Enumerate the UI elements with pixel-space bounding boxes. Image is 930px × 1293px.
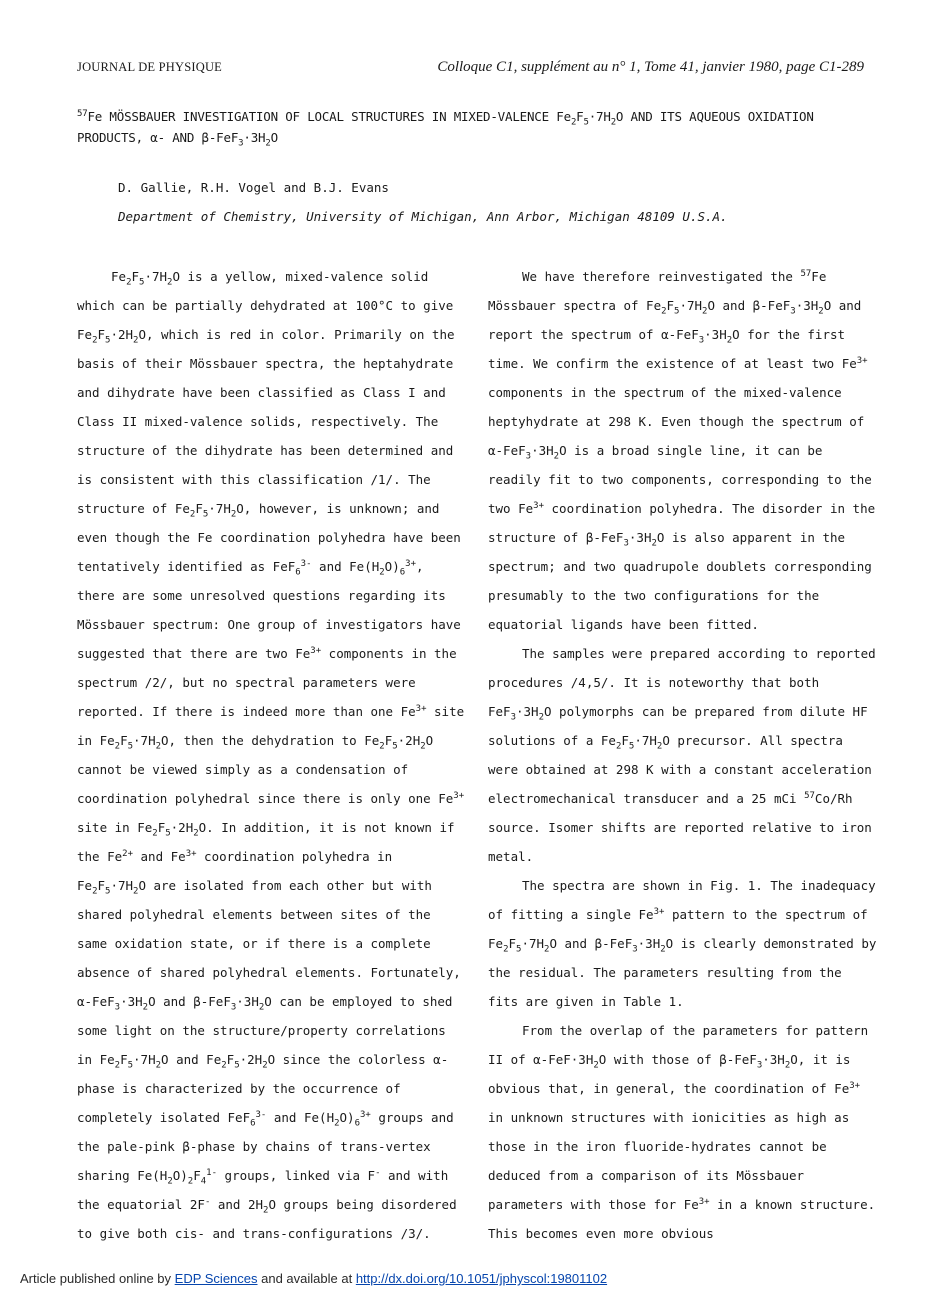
superscript: 3+ bbox=[185, 848, 197, 859]
text-run: components in the spectrum of the mixed-valence heptyhydrate at 298 K. Even though the spectrum of α-FeF bbox=[488, 385, 865, 458]
superscript: 3+ bbox=[849, 1080, 861, 1091]
text-run: O) bbox=[172, 1168, 188, 1183]
superscript: 57 bbox=[804, 790, 815, 801]
subscript: 2 bbox=[656, 741, 663, 752]
subscript: 2 bbox=[263, 1205, 269, 1216]
subscript: 3 bbox=[632, 944, 638, 955]
doi-link[interactable]: http://dx.doi.org/10.1051/jphyscol:19801102 bbox=[355, 1271, 608, 1286]
footer-middle: and available at bbox=[257, 1271, 356, 1286]
text-run: F bbox=[195, 501, 203, 516]
text-run: O for the first time. We confirm the existence of at least two Fe bbox=[488, 327, 857, 371]
subscript: 2 bbox=[187, 1176, 194, 1187]
text-run: ·7H bbox=[133, 733, 156, 748]
text-run: O cannot be viewed simply as a condensation of coordination polyhedral since there is only one Fe bbox=[77, 733, 454, 806]
superscript: - bbox=[204, 1196, 211, 1207]
text-run: ·2H bbox=[110, 327, 134, 342]
text-run: O are isolated from each other but with shared polyhedral elements between sites of the same oxidation state, or if there is a complete absence of shared polyhedral elements. Fortunately, α-FeF bbox=[77, 878, 461, 1009]
subscript: 3 bbox=[114, 1002, 121, 1013]
text-run: ·3H bbox=[762, 1052, 785, 1067]
subscript: 5 bbox=[105, 886, 111, 897]
subscript: 5 bbox=[165, 828, 171, 839]
text-run: site in Fe bbox=[77, 704, 465, 748]
superscript: - bbox=[375, 1167, 381, 1178]
subscript: 6 bbox=[399, 567, 406, 578]
text-run: ·7H bbox=[133, 1052, 156, 1067]
subscript: 2 bbox=[221, 1060, 227, 1071]
text-run: ·7H bbox=[110, 878, 134, 893]
subscript: 2 bbox=[92, 335, 98, 346]
text-run: O and β-FeF bbox=[707, 298, 791, 313]
text-run: O) bbox=[384, 559, 400, 574]
text-run: O is clearly demonstrated by the residual. The parameters resulting from the fits are given in Table 1. bbox=[488, 936, 877, 1009]
body-paragraph bbox=[488, 262, 878, 639]
text-run: ·7H bbox=[588, 109, 611, 124]
text-run: ·3H bbox=[795, 298, 819, 313]
subscript: 4 bbox=[200, 1176, 207, 1187]
subscript: 3 bbox=[230, 1002, 237, 1013]
subscript: 2 bbox=[651, 538, 657, 549]
subscript: 2 bbox=[133, 886, 139, 897]
text-run: ·3H bbox=[531, 443, 554, 458]
text-run: O polymorphs can be prepared from dilute HF solutions of a Fe bbox=[488, 704, 868, 748]
text-run: ·3H bbox=[236, 994, 259, 1009]
text-run: O can be employed to shed some light on the structure/property correlations in Fe bbox=[77, 994, 453, 1067]
subscript: 2 bbox=[615, 741, 622, 752]
subscript: 5 bbox=[127, 1060, 134, 1071]
text-run: From the overlap of the parameters for pattern II of α-FeF·3H bbox=[488, 1023, 869, 1067]
subscript: 2 bbox=[265, 138, 271, 149]
text-run: F bbox=[157, 820, 166, 835]
subscript: 2 bbox=[126, 277, 132, 288]
text-run: F bbox=[131, 269, 140, 284]
text-run: Co/Rh source. Isomer shifts are reported relative to iron metal. bbox=[488, 791, 872, 864]
body-paragraph bbox=[488, 871, 878, 1016]
subscript: 2 bbox=[167, 1176, 173, 1187]
text-run: ·3H bbox=[243, 130, 266, 145]
text-run: Fe bbox=[111, 269, 127, 284]
text-run: components in the spectrum /2/, but no spectral parameters were reported. If there is indeed more than one Fe bbox=[77, 646, 457, 719]
text-run: O, it is obvious that, in general, the coordination of Fe bbox=[488, 1052, 851, 1096]
text-run: O, which is red in color. Primarily on the basis of their Mössbauer spectra, the heptahydrate and dihydrate have been classified as Class I and Class II mixed-valence solids, respectively. The structure of the dihydrate has been determined and is consistent with this classification /1/. The structure of Fe bbox=[77, 327, 455, 516]
author-list: D. Gallie, R.H. Vogel and B.J. Evans bbox=[118, 180, 389, 195]
subscript: 3 bbox=[756, 1060, 763, 1071]
text-run: O. In addition, it is not known if the Fe bbox=[77, 820, 455, 864]
subscript: 2 bbox=[610, 117, 616, 128]
superscript: 3+ bbox=[415, 703, 427, 714]
text-run: F bbox=[226, 1052, 235, 1067]
text-run: O, however, is unknown; and even though the Fe coordination polyhedra have been tentatively identified as FeF bbox=[77, 501, 461, 574]
text-run: O and β-FeF bbox=[549, 936, 633, 951]
left-column bbox=[77, 262, 465, 1248]
subscript: 2 bbox=[92, 886, 98, 897]
superscript: 3- bbox=[300, 558, 312, 569]
text-run: O groups being disordered to give both cis- and trans-configurations /3/. bbox=[77, 1197, 457, 1241]
text-run: coordination polyhedra in Fe bbox=[77, 849, 393, 893]
body-paragraph bbox=[488, 639, 878, 871]
text-run: ·3H bbox=[637, 936, 661, 951]
footer-prefix: Article published online by bbox=[20, 1271, 175, 1286]
body-paragraph bbox=[77, 262, 465, 1248]
subscript: 5 bbox=[583, 117, 589, 128]
text-run: O bbox=[270, 130, 278, 145]
text-run: The spectra are shown in Fig. 1. The inadequacy of fitting a single Fe bbox=[488, 878, 876, 922]
superscript: 3+ bbox=[653, 906, 665, 917]
subscript: 2 bbox=[155, 1060, 162, 1071]
subscript: 2 bbox=[784, 1060, 791, 1071]
subscript: 2 bbox=[155, 741, 162, 752]
text-run: F bbox=[576, 109, 584, 124]
publisher-link[interactable]: EDP Sciences bbox=[174, 1271, 258, 1286]
subscript: 2 bbox=[420, 741, 426, 752]
text-run: F bbox=[508, 936, 517, 951]
text-run: groups and the pale-pink β-phase by chains of trans-vertex sharing Fe(H bbox=[77, 1110, 454, 1183]
author-affiliation: Department of Chemistry, University of Michigan, Ann Arbor, Michigan 48109 U.S.A. bbox=[118, 209, 728, 224]
superscript: 3+ bbox=[533, 500, 544, 511]
subscript: 5 bbox=[516, 944, 522, 955]
subscript: 2 bbox=[230, 509, 237, 520]
text-run: O and Fe bbox=[161, 1052, 222, 1067]
issue-citation: Colloque C1, supplément au n° 1, Tome 41, janvier 1980, page C1-289 bbox=[437, 59, 864, 75]
superscript: 3+ bbox=[453, 790, 465, 801]
text-run: Fe MÖSSBAUER INVESTIGATION OF LOCAL STRUCTURES IN MIXED-VALENCE Fe bbox=[87, 109, 571, 124]
subscript: 2 bbox=[379, 567, 385, 578]
body-paragraph bbox=[488, 1016, 878, 1248]
text-run: ·3H bbox=[704, 327, 727, 342]
subscript: 3 bbox=[238, 138, 244, 149]
text-run: coordination polyhedra. The disorder in the structure of β-FeF bbox=[488, 501, 876, 545]
subscript: 5 bbox=[127, 741, 134, 752]
subscript: 3 bbox=[698, 335, 705, 346]
text-run: , there are some unresolved questions regarding its Mössbauer spectrum: One group of investigators have suggested that there are two Fe bbox=[77, 559, 461, 661]
subscript: 2 bbox=[193, 828, 199, 839]
text-run: O AND ITS AQUEOUS OXIDATION PRODUCTS, α- AND β-FeF bbox=[77, 109, 814, 145]
subscript: 2 bbox=[152, 828, 158, 839]
superscript: 3+ bbox=[310, 645, 322, 656]
text-run: O and β-FeF bbox=[148, 994, 231, 1009]
subscript: 6 bbox=[354, 1118, 360, 1129]
subscript: 3 bbox=[525, 451, 532, 462]
subscript: 2 bbox=[503, 944, 509, 955]
text-run: and Fe(H bbox=[266, 1110, 335, 1125]
text-run: F bbox=[120, 1052, 128, 1067]
text-run: F bbox=[621, 733, 629, 748]
subscript: 5 bbox=[628, 741, 635, 752]
text-run: O with those of β-FeF bbox=[598, 1052, 757, 1067]
text-run: O since the colorless α-phase is characterized by the occurrence of completely isolated FeF bbox=[77, 1052, 449, 1125]
text-run: ·7H bbox=[679, 298, 703, 313]
superscript: 3+ bbox=[405, 558, 416, 569]
text-run: O is also apparent in the spectrum; and two quadrupole doublets corresponding presumably to the two configurations for the equatorial ligands have been fitted. bbox=[488, 530, 872, 632]
subscript: 2 bbox=[114, 741, 121, 752]
subscript: 5 bbox=[674, 306, 680, 317]
subscript: 6 bbox=[295, 567, 301, 578]
text-run: ·7H bbox=[144, 269, 168, 284]
text-run: and 2H bbox=[210, 1197, 264, 1212]
text-run: and Fe(H bbox=[311, 559, 380, 574]
text-run: The samples were prepared according to reported procedures /4,5/. It is noteworthy that both FeF bbox=[488, 646, 876, 719]
subscript: 6 bbox=[250, 1118, 256, 1129]
paper-title bbox=[77, 106, 857, 148]
text-run: in unknown structures with ionicities as high as those in the iron fluoride-hydrates cannot be deduced from a comparison of its Mössbauer parameters with those for Fe bbox=[488, 1110, 850, 1212]
subscript: 2 bbox=[661, 306, 667, 317]
text-run: ·7H bbox=[634, 733, 657, 748]
subscript: 2 bbox=[702, 306, 708, 317]
subscript: 2 bbox=[553, 451, 560, 462]
subscript: 5 bbox=[234, 1060, 240, 1071]
superscript: 1- bbox=[206, 1167, 218, 1178]
text-run: in a known structure. This becomes even more obvious bbox=[488, 1197, 876, 1241]
subscript: 2 bbox=[544, 944, 550, 955]
superscript: 57 bbox=[77, 108, 88, 119]
text-run: O is a broad single line, it can be readily fit to two components, corresponding to the two Fe bbox=[488, 443, 872, 516]
subscript: 5 bbox=[202, 509, 209, 520]
text-run: ·3H bbox=[516, 704, 539, 719]
text-run: We have therefore reinvestigated the bbox=[522, 269, 801, 284]
text-run: O precursor. All spectra were obtained at 298 K with a constant acceleration electromechanical transducer and a 25 mCi bbox=[488, 733, 872, 806]
text-run: F bbox=[666, 298, 675, 313]
subscript: 2 bbox=[258, 1002, 265, 1013]
subscript: 2 bbox=[660, 944, 666, 955]
superscript: 3- bbox=[255, 1109, 267, 1120]
subscript: 2 bbox=[189, 509, 196, 520]
text-run: and with the equatorial 2F bbox=[77, 1168, 449, 1212]
subscript: 2 bbox=[114, 1060, 121, 1071]
publication-footer bbox=[20, 1271, 607, 1286]
subscript: 2 bbox=[142, 1002, 149, 1013]
subscript: 3 bbox=[623, 538, 629, 549]
superscript: 3+ bbox=[698, 1196, 710, 1207]
text-run: ·2H bbox=[170, 820, 194, 835]
text-run: F bbox=[384, 733, 393, 748]
subscript: 2 bbox=[379, 741, 385, 752]
subscript: 5 bbox=[139, 277, 145, 288]
text-run: ·7H bbox=[208, 501, 231, 516]
subscript: 2 bbox=[538, 712, 544, 723]
text-run: O is a yellow, mixed-valence solid which can be partially dehydrated at 100°C to give Fe bbox=[77, 269, 454, 342]
superscript: 3+ bbox=[856, 355, 868, 366]
text-run: F bbox=[97, 878, 106, 893]
text-run: O) bbox=[339, 1110, 355, 1125]
superscript: 57 bbox=[800, 268, 812, 279]
right-column bbox=[488, 262, 878, 1248]
text-run: ·2H bbox=[397, 733, 421, 748]
subscript: 3 bbox=[510, 712, 516, 723]
subscript: 2 bbox=[334, 1118, 340, 1129]
subscript: 2 bbox=[593, 1060, 599, 1071]
text-run: F bbox=[97, 327, 106, 342]
text-run: site in Fe bbox=[77, 820, 153, 835]
text-run: and Fe bbox=[133, 849, 186, 864]
text-run: Fe Mössbauer spectra of Fe bbox=[488, 269, 827, 313]
text-run: F bbox=[193, 1168, 201, 1183]
text-run: ·7H bbox=[521, 936, 545, 951]
subscript: 3 bbox=[790, 306, 796, 317]
subscript: 5 bbox=[392, 741, 398, 752]
text-run: O and report the spectrum of α-FeF bbox=[488, 298, 862, 342]
text-run: groups, linked via F bbox=[217, 1168, 376, 1183]
text-run: ·3H bbox=[120, 994, 143, 1009]
text-run: ·3H bbox=[628, 530, 652, 545]
subscript: 2 bbox=[818, 306, 824, 317]
superscript: 3+ bbox=[360, 1109, 371, 1120]
subscript: 2 bbox=[726, 335, 733, 346]
subscript: 2 bbox=[570, 117, 577, 128]
superscript: 2+ bbox=[122, 848, 133, 859]
subscript: 5 bbox=[105, 335, 111, 346]
subscript: 2 bbox=[133, 335, 139, 346]
text-run: pattern to the spectrum of Fe bbox=[488, 907, 868, 951]
subscript: 2 bbox=[167, 277, 173, 288]
text-run: O, then the dehydration to Fe bbox=[161, 733, 380, 748]
journal-name: JOURNAL DE PHYSIQUE bbox=[77, 60, 223, 74]
subscript: 2 bbox=[262, 1060, 268, 1071]
text-run: ·2H bbox=[239, 1052, 263, 1067]
text-run: F bbox=[120, 733, 128, 748]
